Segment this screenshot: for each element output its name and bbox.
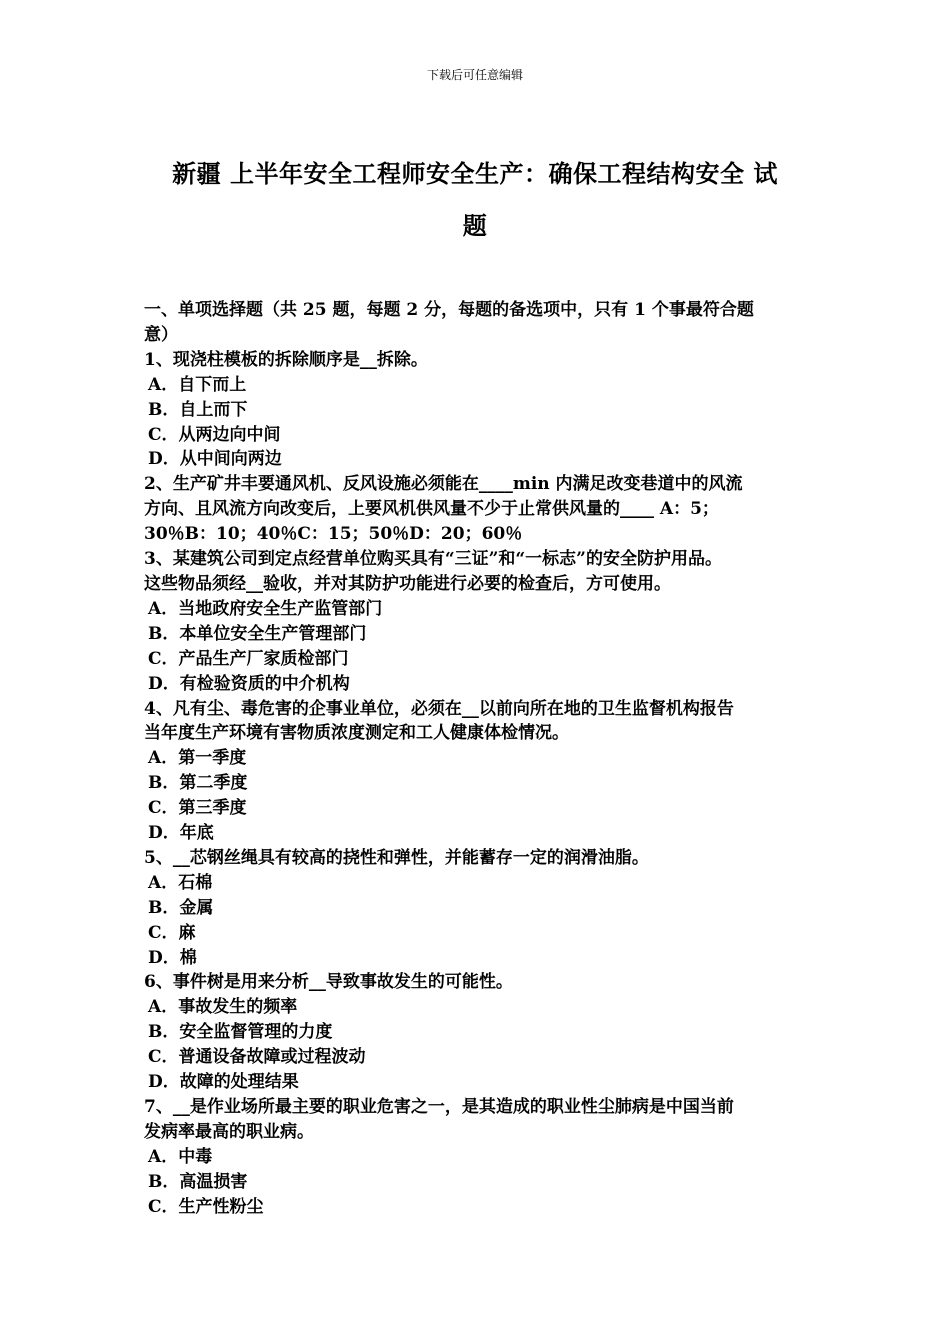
option-1a: A．自下而上 — [148, 374, 247, 395]
option-1d: D．从中间向两边 — [148, 449, 282, 470]
question-2-cont: 30％B：10；40％C：15；50％D：20；60％ — [144, 524, 523, 545]
option-5b: B．金属 — [148, 897, 214, 918]
option-6a: A．事故发生的频率 — [148, 997, 298, 1018]
option-3a: A．当地政府安全生产监管部门 — [148, 598, 383, 619]
question-3-cont: 这些物品须经__验收，并对其防护功能进行必要的检查后，方可使用。 — [144, 573, 671, 594]
option-7c: C．生产性粉尘 — [148, 1196, 264, 1217]
option-6b: B．安全监督管理的力度 — [148, 1022, 333, 1043]
question-6: 6、事件树是用来分析__导致事故发生的可能性。 — [144, 972, 513, 993]
question-2: 2、生产矿井丰要通风机、反风设施必须能在____min 内满足改变巷道中的风流 — [144, 474, 743, 495]
document-title — [140, 148, 810, 252]
option-6c: C．普通设备故障或过程波动 — [148, 1047, 366, 1068]
option-4a: A．第一季度 — [148, 748, 247, 769]
section-heading-cont: 意） — [144, 324, 178, 345]
option-6d: D．故障的处理结果 — [148, 1072, 299, 1093]
title-line-2: 题 — [462, 212, 488, 240]
exam-content — [144, 298, 824, 1220]
option-7b: B．高温损害 — [148, 1171, 248, 1192]
option-4d: D．年底 — [148, 823, 214, 844]
question-7: 7、__是作业场所最主要的职业危害之一，是其造成的职业性尘肺病是中国当前 — [144, 1097, 734, 1117]
question-7-cont: 发病率最高的职业病。 — [144, 1121, 314, 1142]
option-5c: C．麻 — [148, 922, 196, 943]
option-1b: B．自上而下 — [148, 399, 248, 420]
option-5d: D．棉 — [148, 947, 197, 968]
header-note: 下载后可任意编辑 — [426, 68, 523, 82]
option-4c: C．第三季度 — [148, 798, 247, 819]
question-4-cont: 当年度生产环境有害物质浓度测定和工人健康体检情况。 — [144, 723, 569, 744]
question-3: 3、某建筑公司到定点经营单位购买具有“三证”和“一标志”的安全防护用品。 — [144, 549, 722, 570]
option-7a: A．中毒 — [148, 1146, 213, 1167]
section-heading: 一、单项选择题（共 25 题，每题 2 分，每题的备选项中，只有 1 个事最符合题 — [144, 300, 754, 320]
option-3b: B．本单位安全生产管理部门 — [148, 623, 367, 644]
option-4b: B．第二季度 — [148, 773, 248, 794]
option-3c: C．产品生产厂家质检部门 — [148, 648, 349, 669]
question-2-cont: 方向、且风流方向改变后，上要风机供风量不少于止常供风量的____ A：5； — [144, 499, 719, 520]
question-4: 4、凡有尘、毒危害的企事业单位，必须在__以前向所在地的卫生监督机构报告 — [144, 698, 734, 719]
option-3d: D．有检验资质的中介机构 — [148, 673, 350, 694]
option-5a: A．石棉 — [148, 872, 213, 893]
title-line-1: 新疆 上半年安全工程师安全生产：确保工程结构安全 试 — [172, 160, 778, 188]
question-5: 5、__芯钢丝绳具有较高的挠性和弹性，并能蓄存一定的润滑油脂。 — [144, 847, 649, 868]
option-1c: C．从两边向中间 — [148, 424, 281, 445]
question-1: 1、现浇柱模板的拆除顺序是__拆除。 — [144, 349, 428, 370]
